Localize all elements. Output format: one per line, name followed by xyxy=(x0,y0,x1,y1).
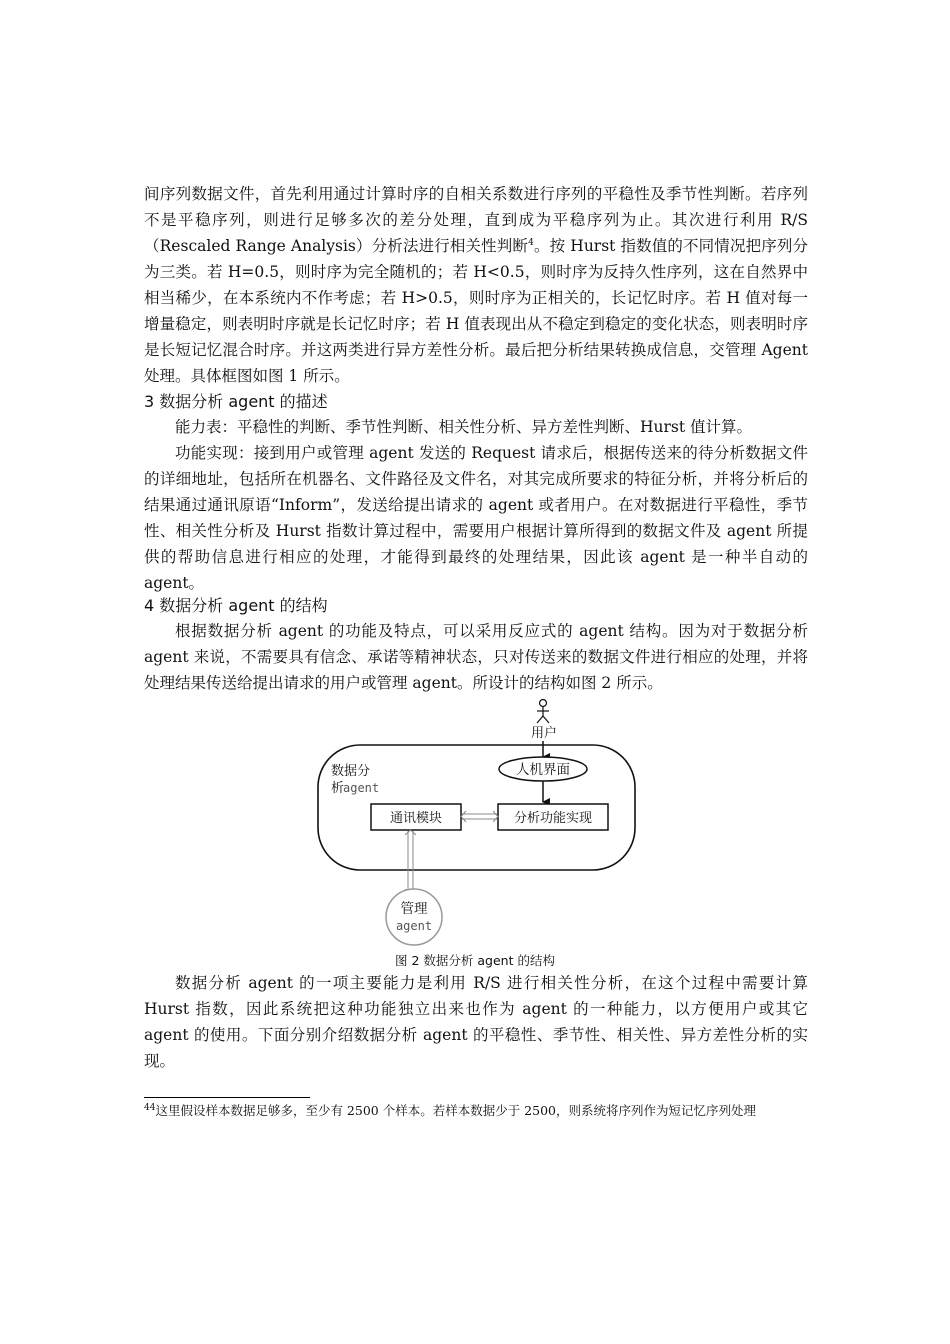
paragraph-structure-intro: 根据数据分析 agent 的功能及特点，可以采用反应式的 agent 结构。因为对于数据分析 agent 来说，不需要具有信念、承诺等精神状态，只对传送来的数据文件进行相应的处理，并将处理结果传送给提出请求的用户或管理 agent。所设计的结构如图 2 所示。 xyxy=(144,622,808,692)
manager-label-line2: agent xyxy=(395,919,433,933)
paragraph-hurst-intro-part2: 。按 Hurst 指数值的不同情况把序列分为三类。若 H=0.5，则时序为完全随机的；若 H<0.5，则时序为反持久性序列，这在自然界中相当稀少，在本系统内不作考虑；若 H>0.5，则时序为正相关的，长记忆时序。若 H 值对每一增量稳定，则表明时序就是长记忆时序；若 H 值表现出从不稳定到稳定的变化状态，则表明时序是长短记忆混合时序。并这两类进行异方差性分析。最后把分析结果转换成信息，交管理 Agent 处理。具体框图如图 1 所示。 xyxy=(144,237,809,385)
connector-comm-manager xyxy=(405,830,416,894)
user-stick-figure-icon xyxy=(537,700,549,724)
user-label: 用户 xyxy=(531,726,558,741)
comm-module-label: 通讯模块 xyxy=(389,811,443,826)
agent-label-line2-char: 析 xyxy=(331,781,345,796)
citation-marker: 4 xyxy=(528,237,534,248)
section-heading-4: 4 数据分析 agent 的结构 xyxy=(144,596,328,615)
paragraph-capability-list: 能力表：平稳性的判断、季节性判断、相关性分析、异方差性判断、Hurst 值计算。 xyxy=(175,418,753,436)
footnote-divider xyxy=(144,1097,310,1098)
manager-agent-node xyxy=(386,889,442,945)
connector-comm-analysis xyxy=(461,811,498,822)
manager-label-line1: 管理 xyxy=(400,901,428,917)
footnote xyxy=(144,1101,808,1121)
hmi-label: 人机界面 xyxy=(516,762,570,778)
agent-label-line2-word: agent xyxy=(343,781,380,795)
figure-caption: 图 2 数据分析 agent 的结构 xyxy=(395,953,555,968)
paragraph-hurst-intro-part1: 间序列数据文件，首先利用通过计算时序的自相关系数进行序列的平稳性及季节性判断。若序列不是平稳序列，则进行足够多次的差分处理，直到成为平稳序列为止。其次进行利用 R/S（Rescaled Range Analysis）分析法进行相关性判断 xyxy=(144,185,808,255)
paragraph-function-impl: 功能实现：接到用户或管理 agent 发送的 Request 请求后，根据传送来的待分析数据文件的详细地址，包括所在机器名、文件路径及文件名，对其完成所要求的特征分析，并将分析后的结果通过通讯原语“Inform”，发送给提出请求的 agent 或者用户。在对数据进行平稳性，季节性、相关性分析及 Hurst 指数计算过程中，需要用户根据计算所得到的数据文件及 agent 所提供的帮助信息进行相应的处理，才能得到最终的处理结果，因此该 agent 是一种半自动的 agent。 xyxy=(144,444,808,592)
paragraph-rs-analysis: 数据分析 agent 的一项主要能力是利用 R/S 进行相关性分析，在这个过程中需要计算 Hurst 指数，因此系统把这种功能独立出来也作为 agent 的一种能力，以方便用户或其它 agent 的使用。下面分别介绍数据分析 agent 的平稳性、季节性、相关性、异方差性分析的实现。 xyxy=(144,974,808,1070)
analysis-impl-label: 分析功能实现 xyxy=(513,811,593,826)
section-heading-3: 3 数据分析 agent 的描述 xyxy=(144,392,328,411)
footnote-text: 这里假设样本数据足够多，至少有 2500 个样本。若样本数据少于 2500，则系统将序列作为短记忆序列处理 xyxy=(155,1103,756,1118)
agent-label-line1: 数据分 xyxy=(331,764,371,779)
footnote-marker: 44 xyxy=(144,1102,156,1113)
